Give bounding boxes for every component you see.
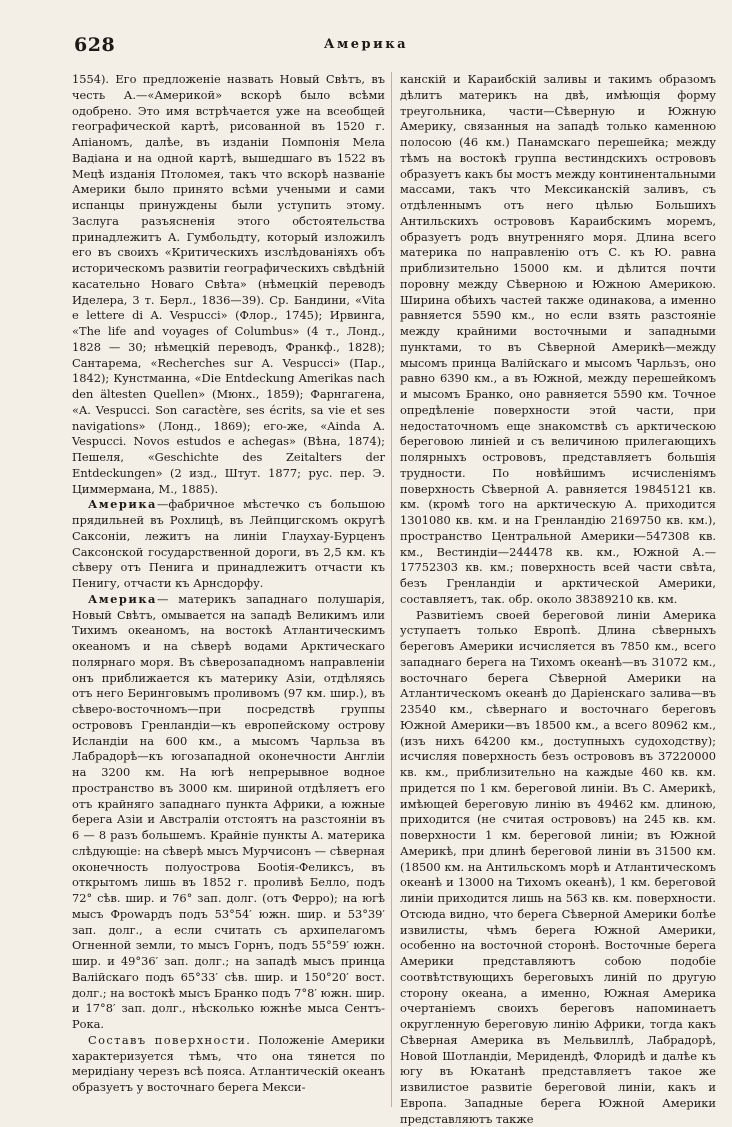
entry-text: — материкъ западнаго полушарія, Новый Свѣтъ, омывается на западѣ Великимъ или Тихимъ океаномъ, на востокѣ Атлантическимъ океаномъ и на сѣверѣ водами Арктическаго полярнаго моря. Въ сѣверозападномъ направленіи онъ приближается къ материку Азіи, отдѣляясь отъ него Беринговымъ проливомъ (97 км. шир.), въ сѣверо-восточномъ—при посредствѣ группы острововъ Гренландіи—къ европейскому острову Исландіи на 600 км., а мысомъ Чарльза въ Лабрадорѣ—къ югозападной оконечности Англіи на 3200 км. На югѣ непрерывное водное пространство въ 3000 км. шириной отдѣляетъ его отъ крайняго западнаго пункта Африки, а южные берега Азіи и Австраліи отстоятъ на разстояніи въ 6 — 8 разъ большемъ. Крайніе пункты А. материка слѣдующіе: на сѣверѣ мысъ Мурчисонъ — сѣверная оконечность полуострова Бootія-Феликсъ, въ открытомъ лишь въ 1852 г. проливѣ Белло, подъ 72° сѣв. шир. и 76° зап. долг. (отъ Ферро); на югѣ мысъ Фроwардъ подъ 53°54′ южн. шир. и 53°39′ зап. долг., а если считать съ архипелагомъ Огненной земли, то мысъ Горнъ, подъ 55°59′ южн. шир. и 49°36′ зап. долг.; на западѣ мысъ принца Валійскаго подъ 65°33′ сѣв. шир. и 150°20′ вост. долг.; на востокѣ мысъ Бранко подъ 7°8′ южн. шир. и 17°8′ зап. долг., нѣсколько южнѣе мыса Сентъ-Рока. (72, 592, 385, 1031)
entry-america-continent (72, 592, 385, 1033)
entry-headword: Америка (88, 592, 157, 606)
section-text: Положеніе Америки характеризуется тѣмъ, что она тянется по меридіану черезъ всѣ пояса. Атлантическій океанъ образуетъ у восточнаго берега Мекси- (72, 1033, 385, 1094)
coastline-paragraph: Развитіемъ своей береговой линіи Америка уступаетъ только Европѣ. Длина сѣверныхъ береговъ Америки исчисляется въ 7850 км., всего западнаго берега на Тихомъ океанѣ—въ 31072 км., восточнаго берега Сѣверной Америки на Атлантическомъ океанѣ до Даріенскаго залива—въ 23540 км., сѣвернаго и восточнаго береговъ Южной Америки—въ 18500 км., а всего 80962 км., (изъ нихъ 64200 км., доступныхъ судоходству); исчисляя поверхность безъ острововъ въ 37220000 кв. км., приблизительно на каждые 460 кв. км. придется по 1 км. береговой линіи. Въ С. Америкѣ, имѣющей береговую линію въ 49462 км. длиною, приходится (не считая острововъ) на 245 кв. км. поверхности 1 км. береговой линіи; въ Южной Америкѣ, при длинѣ береговой линіи въ 31500 км. (18500 км. на Антильскомъ морѣ и Атлантическомъ океанѣ и 13000 на Тихомъ океанѣ), 1 км. береговой линіи приходится лишь на 563 кв. км. поверхности. Отсюда видно, что берега Сѣверной Америки болѣе извилисты, чѣмъ берега Южной Америки, особенно на восточной сторонѣ. Восточные берега Америки представляютъ собою подобіе соотвѣтствующихъ береговыхъ линій по другую сторону океана, а именно, Южная Америка очертаніемъ своихъ береговъ напоминаетъ округленную береговую линію Африки, тогда какъ Сѣверная Америка въ Мельвиллѣ, Лабрадорѣ, Новой Шотландіи, Меридендѣ, Флоридѣ и далѣе къ югу въ Юкатанѣ представляетъ такое же извилистое развитіе береговой линіи, какъ и Европа. Западные берега Южной Америки представляютъ также (400, 608, 716, 1127)
entry-text: —фабричное мѣстечко съ большою прядильней въ Рохлицѣ, въ Лейпцигскомъ округѣ Саксоніи, лежитъ на линіи Глаухау-Бурценъ Саксонской государственной дороги, въ 2,5 км. къ сѣверу отъ Пенига и принадлежитъ отчасти къ Пенигу, отчасти къ Арнсдорфу. (72, 497, 385, 590)
entry-america-town (72, 497, 385, 592)
right-column (400, 72, 716, 1107)
continuation-paragraph: 1554). Его предложеніе назвать Новый Свѣтъ, въ честь А.—«Америкой» вскорѣ было всѣми одобрено. Это имя встрѣчается уже на всеобщей географической картѣ, рисованной въ 1520 г. Апіаномъ, далѣе, въ изданіи Помпонія Мела Вадіана и на одной картѣ, вышедшаго въ 1522 въ Мецѣ изданія Птоломея, такъ что вскорѣ названіе Америки было принято всѣми учеными и сами испанцы принуждены были уступить этому. Заслуга разъясненія этого обстоятельства принадлежитъ А. Гумбольдту, который изложилъ его въ своихъ «Критическихъ изслѣдованіяхъ объ историческомъ развитіи географическихъ свѣдѣній касательно Новаго Свѣта» (нѣмецкій переводъ Иделера, 3 т. Берл., 1836—39). Ср. Бандини, «Vita e lettere di A. Vespucci» (Флор., 1745); Ирвинга, «The life and voyages of Columbus» (4 т., Лонд., 1828 — 30; нѣмецкій переводъ, Франкф., 1828); Сантарема, «Recherches sur A. Vespucci» (Пар., 1842); Кунстманна, «Die Entdeckung Amerikas nach den ältesten Quellen» (Мюнх., 1859); Фарнгагена, «A. Vespucci. Son caractère, ses écrits, sa vie et ses navigations» (Лонд., 1869); его-же, «Ainda A. Vespucci. Novos estudos e achegas» (Вѣна, 1874); Пешеля, «Geschichte des Zeitalters der Entdeckungen» (2 изд., Штут. 1877; рус. пер. Э. Циммермана, М., 1885). (72, 72, 385, 497)
section-heading: Составъ поверхности. (88, 1033, 251, 1047)
left-column (72, 72, 385, 1107)
continuation-paragraph: канскій и Караибскій заливы и такимъ образомъ дѣлитъ материкъ на двѣ, имѣющія форму треугольника, части—Сѣверную и Южную Америку, связанныя на западѣ только каменною полосою (46 км.) Панамскаго перешейка; между тѣмъ на востокѣ группа вестиндскихъ острововъ образуетъ какъ бы мостъ между континентальными массами, такъ что Мексиканскій заливъ, съ отдѣленнымъ отъ него цѣлью Большихъ Антильскихъ острововъ Караибскимъ моремъ, образуетъ родъ внутренняго моря. Длина всего материка по направленію отъ С. къ Ю. равна приблизительно 15000 км. и дѣлится почти поровну между Сѣверною и Южною Америкою. Ширина обѣихъ частей также одинакова, а именно равняется 5590 км., но если взять разстояніе между крайними восточными и западными пунктами, то въ Сѣверной Америкѣ—между мысомъ принца Валійскаго и мысомъ Чарльзъ, оно равно 6390 км., а въ Южной, между перешейкомъ и мысомъ Бранко, оно равняется 5590 км. Точное опредѣленіе поверхности этой части, при недостаточномъ еще знакомствѣ съ арктическою береговою линіей и съ величиною прилегающихъ полярныхъ острововъ, представляетъ большія трудности. По новѣйшимъ исчисленіямъ поверхность Сѣверной А. равняется 19845121 кв. км. (кромѣ того на арктическую А. приходится 1301080 кв. км. и на Гренландію 2169750 кв. км.), пространство Центральной Америки—547308 кв. км., Вестиндіи—244478 кв. км., Южной А.—17752303 кв. км.; поверхность всей части свѣта, безъ Гренландіи и арктической Америки, составляетъ, так. обр. около 38389210 кв. км. (400, 72, 716, 608)
column-divider (391, 72, 392, 1107)
entry-headword: Америка (88, 497, 157, 511)
running-head: Америка (0, 37, 732, 52)
section-paragraph (72, 1033, 385, 1096)
page-number: 628 (74, 34, 115, 56)
